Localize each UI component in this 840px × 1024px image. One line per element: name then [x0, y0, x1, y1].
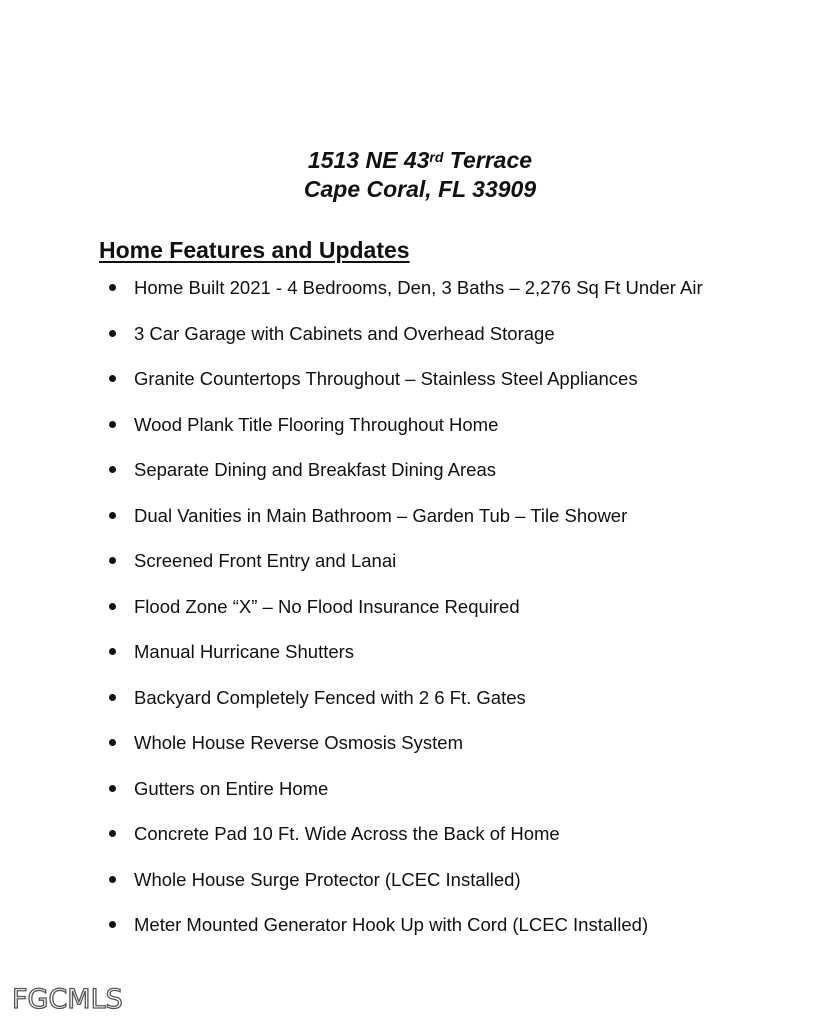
- feature-text: 3 Car Garage with Cabinets and Overhead Storage: [134, 322, 555, 344]
- property-address: [0, 146, 840, 204]
- feature-text: Concrete Pad 10 Ft. Wide Across the Back of Home: [134, 823, 560, 844]
- feature-list-item: [0, 276, 840, 322]
- features-list: [0, 276, 840, 959]
- feature-list-item: [0, 458, 840, 504]
- feature-text: Granite Countertops Throughout – Stainless Steel Appliances: [134, 368, 638, 389]
- bullet-icon: [109, 557, 116, 564]
- bullet-icon: [109, 421, 116, 428]
- feature-list-item: [0, 731, 840, 777]
- feature-text: Home Built 2021 - 4 Bedrooms, Den, 3 Baths – 2,276 Sq Ft Under Air: [134, 277, 703, 298]
- bullet-icon: [109, 284, 116, 291]
- feature-list-item: [0, 595, 840, 641]
- feature-list-item: [0, 549, 840, 595]
- feature-text: Manual Hurricane Shutters: [134, 641, 355, 662]
- mls-watermark-logo: FGCMLS: [12, 984, 123, 1015]
- feature-text: Flood Zone “X” – No Flood Insurance Required: [134, 595, 520, 617]
- feature-text: Backyard Completely Fenced with 2 6 Ft. Gates: [134, 686, 526, 708]
- street-type: Terrace: [443, 147, 533, 173]
- bullet-icon: [109, 921, 116, 928]
- bullet-icon: [109, 330, 116, 337]
- feature-text: Whole House Surge Protector (LCEC Installed): [134, 868, 521, 890]
- feature-text: Screened Front Entry and Lanai: [134, 550, 397, 571]
- bullet-icon: [109, 512, 116, 519]
- section-heading: Home Features and Updates: [99, 237, 410, 263]
- feature-text: Whole House Reverse Osmosis System: [134, 732, 463, 753]
- feature-list-item: [0, 413, 840, 459]
- feature-list-item: [0, 868, 840, 914]
- city-state-zip: Cape Coral, FL 33909: [303, 176, 537, 202]
- bullet-icon: [109, 648, 116, 655]
- feature-text: Separate Dining and Breakfast Dining Areas: [134, 459, 496, 480]
- feature-list-item: [0, 777, 840, 823]
- feature-text: Meter Mounted Generator Hook Up with Cord (LCEC Installed): [134, 914, 649, 935]
- street-ordinal-suffix: rd: [429, 149, 444, 165]
- feature-text: Dual Vanities in Main Bathroom – Garden Tub – Tile Shower: [134, 504, 628, 526]
- feature-list-item: [0, 822, 840, 868]
- feature-text: Wood Plank Title Flooring Throughout Home: [134, 413, 499, 435]
- feature-list-item: [0, 686, 840, 732]
- bullet-icon: [109, 785, 116, 792]
- street-number-name: 1513 NE 43: [307, 147, 430, 173]
- feature-list-item: [0, 367, 840, 413]
- bullet-icon: [109, 466, 116, 473]
- feature-list-item: [0, 913, 840, 959]
- feature-list-item: [0, 640, 840, 686]
- bullet-icon: [109, 830, 116, 837]
- street-address: [0, 146, 840, 175]
- bullet-icon: [109, 876, 116, 883]
- bullet-icon: [109, 739, 116, 746]
- feature-text: Gutters on Entire Home: [134, 777, 329, 799]
- bullet-icon: [109, 694, 116, 701]
- feature-list-item: [0, 504, 840, 550]
- bullet-icon: [109, 603, 116, 610]
- bullet-icon: [109, 375, 116, 382]
- feature-list-item: [0, 322, 840, 368]
